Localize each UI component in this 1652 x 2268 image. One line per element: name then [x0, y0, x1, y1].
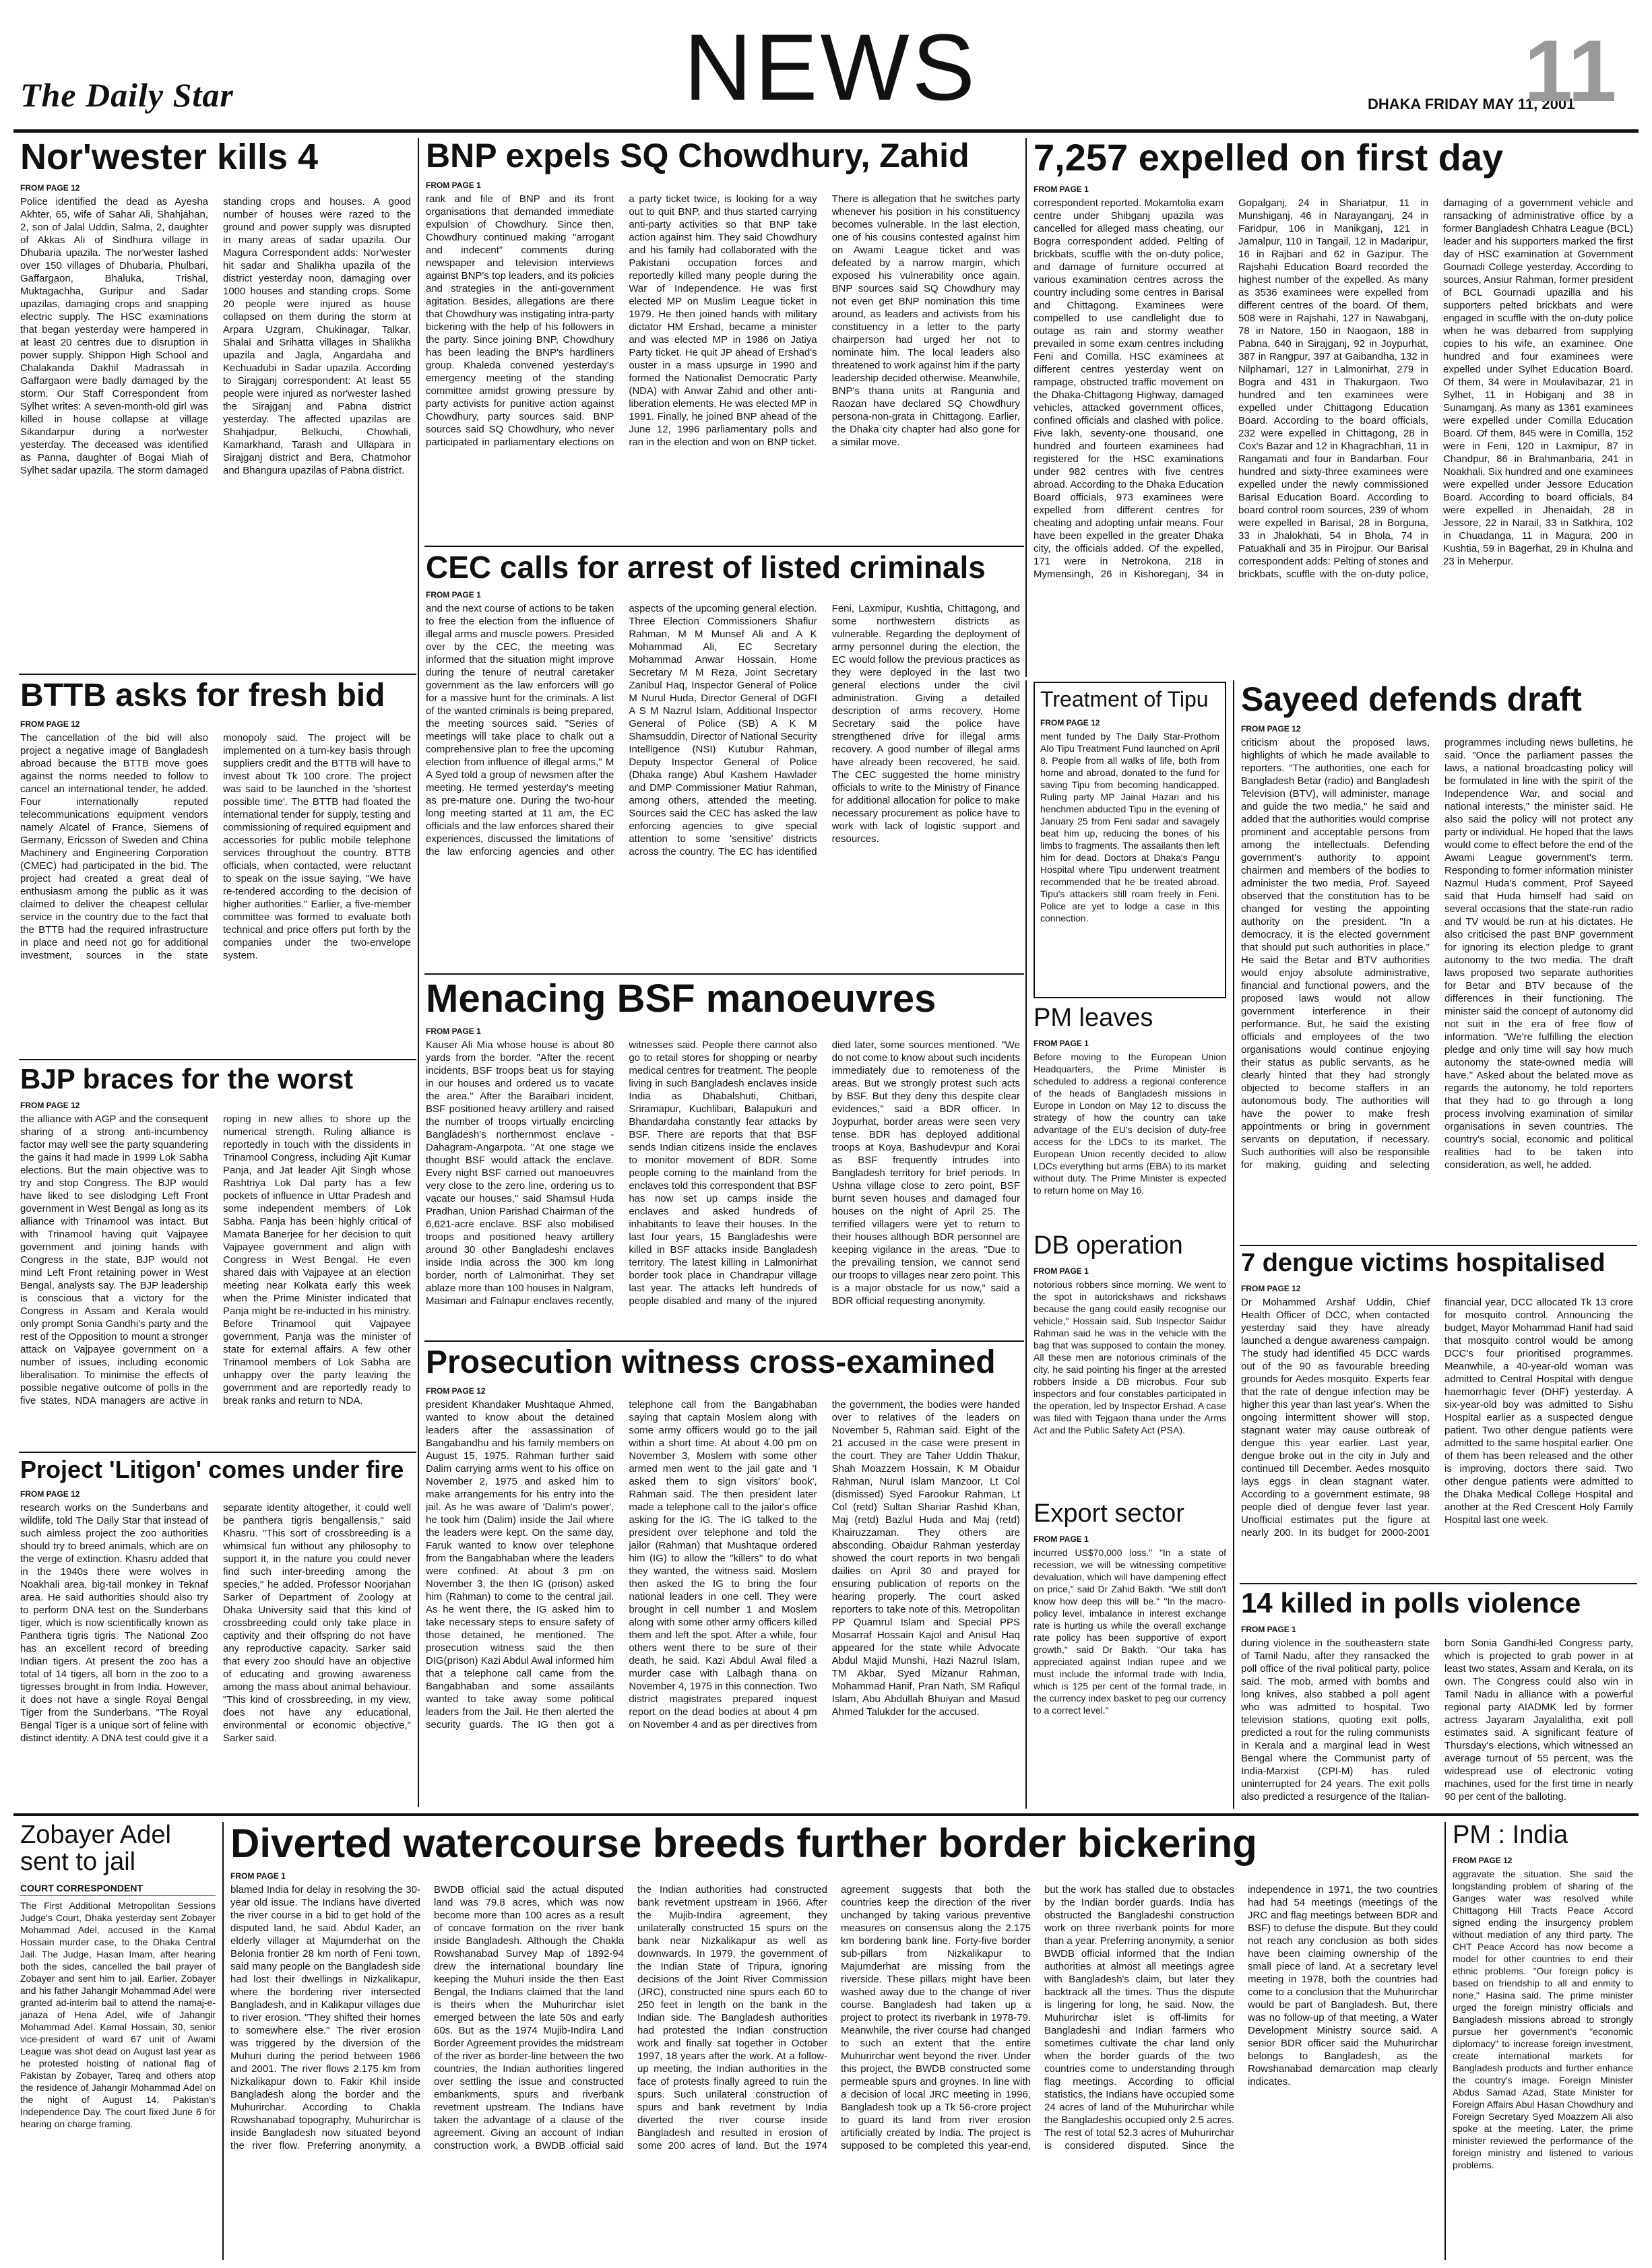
from-page: FROM PAGE 12 — [426, 1386, 486, 1396]
section-rule — [424, 973, 1024, 975]
headline: Project 'Litigon' comes under fire — [20, 1457, 404, 1483]
article-bjp — [20, 1064, 411, 1448]
article-body: aggravate the situation. She said the longstanding problem of sharing of the Ganges water was resolved while Chittagong Hill Tracts Peace Accord signed ending the insurgency problem without mediation of any third party. The CHT Peace Accord has now become a model for other countries to end their ethnic problems. "Our foreign policy is based on friendship to all and enmity to none," Hasina said. The prime minister urged the foreign ministry officials and Bangladesh missions abroad to strongly pursue her government's "economic diplomacy" to increase foreign investment, create international markets for Bangladesh products and further enhance the country's image. Foreign Minister Abdus Samad Azad, State Minister for Foreign Affairs Abul Hasan Chowdhury and Foreign Secretary Syed Moazzem Ali also spoke at the meeting. Later, the prime minister reviewed the performance of the foreign ministry and listened to various problems. — [1453, 1868, 1633, 2170]
page-number: 11 — [1524, 22, 1617, 120]
from-page: FROM PAGE 1 — [1034, 184, 1089, 194]
headline: CEC calls for arrest of listed criminals — [426, 551, 986, 585]
article-bnp — [426, 138, 1020, 542]
section-rule — [1240, 1583, 1637, 1584]
article-body: incurred US$70,000 loss." "In a state of recession, we will be witnessing competitive devaluation, which will have dampening effect on price," said Dr Zahid Bakth. "We still don't know how deep this will be." "In the macro-policy level, imbalance in interest exchange rate is hurting us while the overall exchange rate policy has been supportive of export growth," said Dr Bakth. "Our taka has appreciated against Indian rupee and we must include the informal trade with India, which is 125 per cent of the formal trade, in the currency index basket to peg our currency to a correct level." — [1034, 1547, 1226, 1716]
from-page: FROM PAGE 12 — [1040, 717, 1100, 727]
article-tipu — [1034, 682, 1226, 998]
from-page: FROM PAGE 12 — [1241, 1283, 1301, 1293]
headline: Zobayer Adel sent to jail — [20, 1822, 171, 1876]
from-page: FROM PAGE 12 — [20, 719, 80, 730]
headline: Menacing BSF manoeuvres — [426, 979, 936, 1020]
article-bsf — [426, 979, 1020, 1336]
article-body: Before moving to the European Union Headquarters, the Prime Minister is scheduled to address a regional conference of the heads of Bangladesh missions in Europe in London on May 12 to discuss the strategy of how the country can take advantage of the EU's decision of duty-free access for the LDCs to its market. The European Union recently decided to allow LDCs everything but arms (EBA) to its market without duty. The Prime Minister is expected to return home on May 16. — [1034, 1051, 1226, 1196]
dateline: DHAKA FRIDAY MAY 11, 2001 — [1368, 96, 1575, 112]
article-db-operation — [1034, 1233, 1226, 1495]
section-rule — [424, 546, 1024, 547]
article-body: Kauser Ali Mia whose house is about 80 yards from the border. "After the recent incidents, BSF troops beat us for staying in our houses and ordered us to vacate the area." After the Baraibari incident, BSF positioned heavy artillery and raised the number of troops virtually encircling Bangladesh's northernmost enclave - Dahagram-Angarpota. "At one stage we thought BSF would attack the enclave. Every night BSF carried out manoeuvres very close to the zero line, ordering us to vacate our houses," said Shamsul Huda Pradhan, Union Parishad Chairman of the 6,621-acre enclave. BSF also mobilised troops and positioned heavy artillery around 30 other Bangladeshi enclaves inside India across the 300 km long border, north of Lalmonirhat. They set ablaze more than 100 houses in Nalgram, Masimari and Falnapur enclaves recently, witnesses said. People there cannot also go to retail stores for shopping or nearby medical centres for treatment. The people living in such Bangladesh enclaves inside India as Dhabalshuti, Chitbari, Sriramapur, Kuchlibari, Balapukuri and Bhandardaha constantly fear attacks by BSF. There are reports that that BSF sends Indian citizens inside the enclaves to monitor movement of BDR. Some people coming to the mainland from the enclaves told this correspondent that BSF has now set up camps inside the enclaves and asked hundreds of inhabitants to leave their houses. In the last four years, 15 Bangladeshis were killed in BSF attacks inside Bangladesh territory. The latest killing in Lalmonirhat border took place in Chandrapur village last year. The attacks left hundreds of people disabled and many of the injured died later, some sources mentioned. "We do not come to know about such incidents immediately due to remoteness of the areas. But we strongly protest such acts by BSF. But they deny this despite clear evidences," said a BDR officer. In Joypurhat, border areas were seen very tense. BDR has deployed additional troops at Koya, Bashudevpur and Korai as BSF frequently intrudes into Bangladesh territory for brief periods. In Ushna village close to zero point, BSF burnt seven houses and damaged four houses on the night of April 25. The terrified villagers were yet to return to their houses although BDR personnel are keeping vigilance in the areas. "Due to the prevailing tension, we cannot send our troops to villages near zero point. This is a major obstacle for us now," said a BDR official requesting anonymity. — [426, 1039, 1020, 1307]
article-litigon — [20, 1457, 411, 1809]
from-page: FROM PAGE 1 — [426, 1026, 481, 1036]
column-rule — [1025, 138, 1027, 677]
article-body: the alliance with AGP and the consequent sharing of a strong anti-incumbency factor may well see the party squandering the gains it had made in 1999 Lok Sabha elections. But the main objective was to try and stop Congress. The BJP would have liked to see dislodging Left Front government in West Bengal as long as its alliance with Trinamool was intact. But with Trinamool having quit Vajpayee government and joining hands with Congress in the state, BJP would not mind Left Front retaining power in West Bengal, analysts say. The BJP leadership is conscious that a victory for the Congress in Assam and Kerala would only prompt Sonia Gandhi's party and the rest of the Opposition to mount a stronger attack on Vajpayee government on a number of issues, including economic liberalisation. To minimise the effects of possible negative outcome of polls in the five states, NDA managers are active in roping in new allies to shore up the numerical strength. Ruling alliance is reportedly in touch with the dissidents in Trinamool Congress, including Ajit Kumar Panja, and Jat leader Ajit Singh whose Rashtriya Lok Dal party has a few pockets of influence in Uttar Pradesh and some independent members of Lok Sabha. Panja has been highly critical of Mamata Banerjee for her decision to quit Vajpayee government and align with Congress in West Bengal. He even shared dais with Vajpayee at an election meeting near Kolkata early this week when the Prime Minister indicated that Panja might be re-inducted in his ministry. Before Trinamool quit Vajpayee government, Panja was the minister of state for external affairs. A few other Trinamool members of Lok Sabha are unhappy over the party leaving the government and are reportedly ready to break ranks and return to NDA. — [20, 1113, 411, 1407]
article-witness — [426, 1346, 1020, 1809]
from-page: FROM PAGE 1 — [1034, 1534, 1089, 1544]
article-body: Dr Mohammed Arshaf Uddin, Chief Health Officer of DCC, when contacted yesterday said they have already launched a dengue awareness campaign. The study had identified 45 DCC wards out of the 90 as favourable breeding grounds for Aedes mosquito. Experts fear that the rate of dengue infection may be higher this year than last year's. When the ongoing intermittent shower will stop, stagnant water may cause outbreak of dengue this year earlier. Last year, dengue broke out in the city in July and continued till December. Aedes mosquito lays eggs in clean stagnant water. According to a government estimate, 98 people died of dengue fever last year. Unofficial estimates put the figure at nearly 200. In its budget for 2000-2001 financial year, DCC allocated Tk 13 crore for mosquito control. Announcing the budget, Mayor Mohammad Hanif had said that mosquito control would be among DCC's four prioritised programmes. Meanwhile, a 40-year-old woman was admitted to Central Hospital with dengue haemorrhagic fever (DHF) yesterday. A six-year-old boy was admitted to Sishu Hospital earlier as a suspected dengue patient. Two other dengue patients were admitted to the same hospital earlier. One of them has been released and the other is improving, doctors there said. Two other dengue patients were admitted to the Dhaka Medical College Hospital and another at the Red Crescent Holy Family Hospital last one week. — [1241, 1296, 1633, 1538]
headline: BTTB asks for fresh bid — [20, 679, 385, 713]
from-page: FROM PAGE 1 — [426, 590, 481, 600]
masthead — [0, 0, 1652, 128]
article-export — [1034, 1501, 1226, 1809]
headline: Export sector — [1034, 1501, 1184, 1528]
byline: COURT CORRESPONDENT — [20, 1883, 216, 1896]
article-expelled — [1034, 138, 1633, 677]
article-body: The cancellation of the bid will also project a negative image of Bangladesh abroad because the BTTB move goes against the norms needed to follow to cancel an international tender, he added. Four internationally reputed telecommunications equipment vendors namely Alcatel of France, Siemens of Germany, Ericsson of Sweden and China Machinery and Engineering Corporation (CMEC) had participated in the bid. The project had created a great deal of enthusiasm among the public as it was claimed to deliver the cheapest cellular service in the country due to the fact that the BTTB had the required infrastructure in place and need not go for additional investment, sources in the state monopoly said. The project will be implemented on a turn-key basis through suppliers credit and the BTTB will have to invest about Tk 100 crore. The project was said to be launched in the 'shortest possible time'. The BTTB had floated the international tender for supply, testing and commissioning of required equipment and accessories for public mobile telephone services throughout the country. BTTB officials, when contacted, were reluctant to speak on the issue saying, "We have re-tendered according to the decision of higher authorities." Earlier, a five-member committee was formed to evaluate both technical and price offers put forth by the companies under the two-envelope system. — [20, 732, 411, 962]
article-body: blamed India for delay in resolving the 30-year old issue. The Indians have diverted the river course in a bid to get hold of the disputed land, he said. Abdul Kader, an elderly villager at Majumderhat on the Belonia frontier 28 km north of Feni town, said many people on the Bangladesh side had lost their dwellings in Nizkalikapur, where the bordering river intersected Bangladesh, and in Kalikapur villages due to river erosion. "They shifted their homes to somewhere else." The river erosion was triggered by the diversion of the Muhuri during the period between 1966 and 2001. The river flows 2.175 km from Nizkalikapur down to Fakir Khil inside Bangladesh along the border and the Muhurirchar. According to Chakla Rowshanabad topography, Muhurirchar is inside Bangladesh now situated beyond the river flow. Preferring anonymity, a BWDB official said the actual disputed land was 79.8 acres, which was now become more than 100 acres as a result of concave formation on the river bank inside Bangladesh. Although the Chakla Rowshanabad Survey Map of 1892-94 drew the international boundary line keeping the Muhuri inside the then East Bengal, the Indians claimed that the land is theirs when the Muhurirchar islet emerged between the late 50s and early 60s. But as the 1974 Mujib-Indira Land Border Agreement provides the midstream of the river as border-line between the two countries, the Indian authorities lingered over settling the issue and constructed embankments, spurs and riverbank revetment upstream. The Indians have taken the advantage of a clause of the agreement. Giving an account of Indian construction work, a BWDB official said the Indian authorities had constructed bank revetment upstream in 1966. After the Mujib-Indira agreement, they unilaterally constructed 15 spurs on the bank near Nizkalikapur as well as downwards. In 1979, the government of the Indian State of Tripura, ignoring decisions of the Joint River Commission (JRC), constructed nine spurs each 60 to 250 feet in length on the bank in the Indian side. The Bangladesh authorities had protested the Indian construction work and finally sat together in October 1997, 18 years after the work. At a follow-up meeting, the Indian authorities in the face of protests finally agreed to ruin the spurs. Such unilateral construction of spurs and bank revetment by India diverted the river course inside Bangladesh and resulted in erosion of some 200 acres of land. But the 1974 agreement suggests that both the countries keep the direction of the river unchanged by taking various preventive measures on consensus along the 2.175 km bordering bank line. Forty-five border sub-pillars from Nizkalikapur to Majumderhat are missing from the riverside. These pillars might have been washed away due to the change of river course. Bangladesh had taken up a project to protect its riverbank in 1978-79. Meanwhile, the river course had changed to such an extent that the entire Muhurirchar went beyond the river. Under this project, the BWDB constructed some permeable spurs and groynes. In line with a decision of local JRC meeting in 1996, Bangladesh took up a Tk 56-crore project to guard its land from river erosion artificially created by India. The project is supposed to be completed this year-end, but the work has stalled due to obstacles by the Indian border guards. India has obstructed the Bangladeshi construction work on three riverbank points for more than a year. Preferring anonymity, a senior BWDB official informed that the Indian authorities at almost all meetings agree with Bangladesh's claim, but later they backtrack all the times. Thus the dispute is lingering for long, he said. Now, the Muhurirchar islet is off-limits for Bangladeshi and Indian farmers who sometimes cultivate the char land only when the border guards of the two countries come to understanding through flag meetings. According to official statistics, the Indians have occupied some 24 acres of land of the Muhurirchar while the Bangladeshis occupied only 2.5 acres. The rest of total 52.3 acres of Muhurirchar is considered disputed. Since the independence in 1971, the two countries had had 54 meetings (meetings of the JRC and flag meetings between BDR and BSF) to defuse the dispute. But they could not reach any conclusion as both sides have been claiming ownership of the small piece of land. At a secretary level meeting in 1978, both the countries had come to a conclusion that the Muhurirchar would be part of Bangladesh. But, there was no follow-up of that meeting, a Water Development Ministry source said. A senior BDR officer said the Muhurirchar belongs to Bangladesh, as the Rowshanabad demarcation map clearly indicates. — [230, 1884, 1438, 2151]
section-name: NEWS — [684, 14, 978, 120]
bottom-section-rule — [13, 1813, 1639, 1816]
article-pm-leaves — [1034, 1005, 1226, 1227]
article-body: Police identified the dead as Ayesha Akhter, 65, wife of Sahar Ali, Shahjahan, 2, son of Jalal Uddin, Salma, 2, daughter of Akkas Ali of Sindhura village in Dhubaria upazila. The nor'wester lashed over 150 villages of Dhubaria, Phulbari, Gaffargaon, Bhaluka, Trishal, Muktagachha, Guripur and Sadar upazilas, damaging crops and snapping electric supply. The HSC examinations that began yesterday were hampered in at least 20 centres due to disruption in power supply. Shippon High School and Chalakanda Dakhil Madrassah in Gaffargaon were badly damaged by the storm. Our Staff Correspondent from Sylhet writes: A seven-month-old girl was killed in house collapse at village Sikandarpur during a nor'wester yesterday. The deceased was identified as Panna, daughter of Bogai Miah of Sylhet sadar upazila. The storm damaged standing crops and houses. A good number of houses were razed to the ground and power supply was disrupted in many areas of sadar upazila. Our Magura Correspondent adds: Nor'wester hit sadar and Shalikha upazila of the district yesterday noon, damaging over 1000 houses and standing crops. Some 20 people were injured as house collapsed on them during the storm at Arpara Uzgram, Chukinagar, Talkar, Shalai and Srihatta villages in Shalikha upazila and Jagla, Angardaha and Kechuadubi in Sadar upazila. According to Sirajganj correspondent: At least 55 people were injured as nor'wester lashed the Sirajganj and Pabna district yesterday. The affected upazilas are Shahjadpur, Belkuchi, Chowhali, Kamarkhand, Tarash and Ullapara in Sirajganj district and Bera, Chatmohor and Bhangura upazilas of Pabna district. — [20, 195, 411, 476]
headline: DB operation — [1034, 1233, 1183, 1260]
headline: Nor'wester kills 4 — [20, 138, 319, 177]
headline: Diverted watercourse breeds further border bickering — [230, 1822, 1257, 1866]
article-bttb — [20, 679, 411, 1056]
masthead-rule — [13, 129, 1639, 133]
from-page: FROM PAGE 12 — [20, 1101, 80, 1111]
section-rule — [19, 1059, 416, 1060]
column-rule — [418, 138, 419, 1462]
headline: BJP braces for the worst — [20, 1064, 354, 1095]
from-page: FROM PAGE 12 — [1453, 1855, 1513, 1865]
column-rule — [1444, 1822, 1446, 2260]
article-dengue — [1241, 1250, 1633, 1580]
headline: BNP expels SQ Chowdhury, Zahid — [426, 138, 970, 174]
paper-name: The Daily Star — [20, 76, 234, 114]
article-zobayer — [20, 1822, 216, 2260]
column-rule — [418, 1457, 419, 1807]
from-page: FROM PAGE 1 — [1241, 1625, 1296, 1635]
article-body: research works on the Sunderbans and wildlife, told The Daily Star that instead of such aimless project the zoo authorities should try to breed animals, which are on the verge of extinction. Khasru added that in the 1940s there were wolves in Noakhali area, big-tail monkey in Teknaf area. He said authorities should also try to perform DNA test on the Sunderbans tiger, which is now scientifically known as Panthera tigris tigris. The National Zoo has an excellent record of breeding Indian tigers. At present the zoo has a total of 14 tigers, all born in the zoo to a tigresses brought in from India. However, it does not have a single Royal Bengal Tiger from the Sunderbans. "The Royal Bengal Tiger is a unique sort of feline with distinct identity. A DNA test could give it a separate identity altogether, it could well be panthera tigris bengallensis," said Khasru. "This sort of crossbreeding is a whimsical fun without any philosophy to support it, in the nature you could never find such inter-breeding among the species," he added. Professor Noorjahan Sarker of Department of Zoology at Dhaka University said that this kind of crossbreeding could only take place in captivity and their offspring do not have any reproductive capacity. Sarker said that every zoo should have an objective of educating and growing awareness among the mass about animal behaviour. "This kind of crossbreeding, in my view, does not have any educational, environmental or economic objective," Sarker said. — [20, 1501, 411, 1744]
headline: PM leaves — [1034, 1005, 1153, 1032]
from-page: FROM PAGE 12 — [20, 183, 80, 193]
from-page: FROM PAGE 1 — [230, 1871, 286, 1881]
article-body: notorious robbers since morning. We went to the spot in autorickshaws and rickshaws because the gang could easily recognise our vehicle," Hossain said. Sub Inspector Saidur Rahman said he was in the vehicle with the bag that was supposed to contain the money. All these men are notorious criminals of the city, he said pointing his finger at the arrested robbers inside a DB microbus. Four sub inspectors and four constables participated in the operation, led by Inspector Ershad. A case was filed with Tejgaon thana under the Arms Act and the Public Safety Act (PSA). — [1034, 1278, 1226, 1435]
from-page: FROM PAGE 12 — [1241, 723, 1301, 734]
from-page: FROM PAGE 1 — [1034, 1038, 1089, 1048]
article-body: during violence in the southeastern state of Tamil Nadu, after they ransacked the poll office of the rival political party, police said. The mob, armed with bombs and long knives, also stabbed a poll agent who was admitted to hospital. Two television stations, quoting exit polls, predicted a rout for the ruling communists in Kerala and a marginal lead in West Bengal where the Communist party of India-Marxist (CPI-M) has ruled uninterrupted for 24 years. The exit polls also predicted a resurgence of the Italian-born Sonia Gandhi-led Congress party, which is projected to grab power in at least two states, Assam and Kerala, on its own. The Congress could also win in Tamil Nadu in alliance with a powerful regional party AIADMK led by former actress Jayaram Jayalalitha, exit poll estimates said. A significant feature of Thursday's elections, which witnessed an average turnout of 55 percent, was the widespread use of electronic voting machines, used for the first time in nearly 90 per cent of the balloting. — [1241, 1638, 1633, 1803]
column-rule — [222, 1822, 224, 2260]
article-body: and the next course of actions to be taken to free the election from the influence of illegal arms and muscle powers. Presided over by the CEC, the meeting was informed that the situation might improve during the tenure of neutral caretaker government as the law enforcers will go for a massive hunt for the criminals. A list of the wanted criminals is being prepared, the meeting sources said. "Series of meetings will take place to chalk out a comprehensive plan to free the upcoming election from influence of illegal arms," M A Syed told a group of newsmen after the meeting. He termed yesterday's meeting as pre-mature one. During the two-hour long meeting started at 11 am, the EC officials and the law enforces shared their experiences, discussed the limitations of the law enforcing agencies and other aspects of the upcoming general election. Three Election Commissioners Shafiur Rahman, M M Munsef Ali and A K Mohammad Ali, EC Secretary Mohammad Anwar Hossain, Home Secretary M M Reza, Joint Secretary Zanibul Haq, Inspector General of Police M Nurul Huda, Director General of DGFI A S M Nazrul Islam, Additional Inspector General of Police (SB) A K M Shamsuddin, Director of National Security Intelligence (NSI) Kutubur Rahman, Deputy Inspector General of Police (Dhaka range) Abul Kashem Hawlader and DMP Commissioner Matiur Rahman, among others, attended the meeting. Sources said the CEC has asked the law enforcing agencies to give special attention to some 'sensitive' districts across the country. The EC has identified Feni, Laxmipur, Kushtia, Chittagong, and some northwestern districts as vulnerable. Regarding the deployment of army personnel during the election, the EC would follow the previous practices as they were deployed in the last two general elections under the civil administration. Giving a detailed description of arms recovery, Home Secretary said the police have strengthened drive for illegal arms recovery. A good number of illegal arms have already been recovered, he said. The CEC suggested the home ministry officials to write to the Ministry of Finance for additional allocation for police to make necessary procurement as police have to work with lack of logistic support and resources. — [426, 603, 1020, 858]
headline: 7 dengue victims hospitalised — [1241, 1250, 1606, 1277]
article-polls — [1241, 1588, 1633, 1809]
article-body: correspondent reported. Mokamtolia exam centre under Shibganj upazila was cancelled for alleged mass cheating, our Bogra correspondent added. Pelting of brickbats, scuffle with the on-duty police, and damage of furniture occurred at various examination centres across the country including some centres in Barisal and Chittagong. Examinees were compelled to use candlelight due to outage as rain and stormy weather prevailed in some exam centres including Feni and Comilla. HSC examinees at different centres yesterday went on rampage, obstructed traffic movement on the Dhaka-Chittagong Highway, damaged vehicles, attacked government offices, confined officials and clashed with police. Five lakh, seventy-one thousand, one hundred and fourteen examinees had registered for the HSC examinations under 982 centres with five centres abroad. According to the Dhaka Education Board officials, 973 examinees were expelled from different centres for cheating and adopting unfair means. Four have been expelled in the greater Dhaka city, the officials added. Of the expelled, 171 were in Netrokona, 218 in Mymensingh, 26 in Kishoreganj, 34 in Gopalganj, 24 in Shariatpur, 11 in Munshiganj, 46 in Narayanganj, 24 in Faridpur, 106 in Manikganj, 121 in Jamalpur, 110 in Tangail, 12 in Madaripur, 16 in Rajbari and 62 in Gazipur. The Rajshahi Education Board recorded the highest number of the expelled. As many as 3536 examinees were expelled from different centres of the board. Of them, 508 were in Rajshahi, 127 in Nawabganj, 78 in Natore, 150 in Naogaon, 188 in Pabna, 640 in Sirajganj, 92 in Joypurhat, 387 in Rangpur, 397 at Gaibandha, 132 in Nilphamari, 127 in Lalmonirhat, 279 in Bogra and 431 in Thakurgaon. Two hundred and ten examinees were expelled under Chittagong Education Board. According to the board officials, 232 were expelled in Chittagong, 28 in Cox's Bazar and 12 in Khagrachhari, 11 in Rangamati and four in Bandarban. Four hundred and sixty-three examinees were expelled under the newly commissioned Barisal Education Board. According to board control room sources, 239 of whom were expelled in Barisal, 28 in Borguna, 33 in Jhalokhati, 54 in Bhola, 74 in Patuakhali and 35 in Pirojpur. Our Barisal correspondent adds: Pelting of stones and brickbats, scuffle with the on-duty police, damaging of a government vehicle and ransacking of administrative office by a former Bangladesh Chhatra League (BCL) leader and his supporters marked the first day of HSC examination at Government Gournadi College yesterday. According to sources, Ansiur Rahman, former president of BCL Gournadi upazilla and his supporters pelted brickbats and were engaged in scuffle with the on-duty police when he was debarred from supplying copies to his wife, an examinee. One hundred and four examinees were expelled under Sylhet Education Board. Of them, 34 were in Moulavibazar, 21 in Sylhet, 11 in Hobiganj and 38 in Sunamganj. As many as 1361 examinees were expelled under Comilla Education Board. Of them, 845 were in Comilla, 152 were in Feni, 120 in Laxmipur, 87 in Chandpur, 86 in Brahmanbaria, 241 in Noakhali. Six hundred and one examinees were expelled under Jessore Education Board. According to board officials, 84 were expelled in Jhenaidah, 28 in Jessore, 22 in Narail, 33 in Satkhira, 102 in Chuadanga, 11 in Magura, 200 in Kushtia, 59 in Bagerhat, 29 in Khulna and 23 in Meherpur. — [1034, 197, 1633, 580]
headline: 7,257 expelled on first day — [1034, 138, 1504, 179]
section-rule — [19, 1452, 416, 1453]
article-body: The First Additional Metropolitan Sessions Judge's Court, Dhaka yesterday sent Zobayer Mohammad Adel, accused in the Kamal Hossain murder case, to the Dhaka Central Jail. The Judge, Hasan Imam, after hearing both the sides, cancelled the bail prayer of Zobayer and sent him to jail. Earlier, Zobayer and his father Jahangir Mohammad Adel were granted ad-interim bail to attend the namaj-e-janaza of Hena Adel, wife of Jahangir Mohammad Adel. Kamal Hossain, 30, senior vice-president of ward 67 unit of Awami League was shot dead on August last year as he protested hoisting of national flag of Pakistan by Zobayer, Tareq and others atop the residence of Jahangir Mohammad Adel on the night of August 14, Pakistan's Independence Day. The court fixed June 6 for hearing on charge framing. — [20, 1900, 216, 2129]
headline: Sayeed defends draft — [1241, 682, 1582, 718]
column-rule — [1025, 680, 1027, 1809]
headline: Treatment of Tipu — [1040, 687, 1209, 711]
column-rule — [1233, 680, 1234, 1809]
article-watercourse — [230, 1822, 1438, 2260]
article-norwester — [20, 138, 411, 670]
headline: PM : India — [1453, 1822, 1568, 1849]
from-page: FROM PAGE 12 — [20, 1489, 80, 1499]
article-pm-india — [1453, 1822, 1633, 2260]
section-rule — [424, 1340, 1024, 1342]
section-rule — [1240, 1245, 1637, 1246]
article-body: criticism about the proposed laws, highlights of which he made available to reporters. "The authorities, one each for Bangladesh Betar (radio) and Bangladesh Television (BTV), will administer, manage and guide the two media," he said and added that the authorities would comprise prominent and acceptable persons from among the intellectuals. Defending government's authority to appoint chairmen and members of the bodies to administer the two media, Prof. Sayeed observed that the constitution has to be changed for vesting the appointing authority on the president. "In a democracy, it is the elected government that should put such authorities in place." He said the Betar and BTV authorities would enjoy absolute administrative, financial and functional powers, and the proposed laws would not allow government interference in their performance. But, he said the existing officials and employees of the two organisations would continue enjoying their status as public servants, as he clearly hinted that they had strongly objected to become staffers in an autonomous body. The authorities will have the power to make fresh appointments or bring in government servants on deputation, if necessary. Such authorities will also be responsible for making, guiding and selecting programmes including news bulletins, he said. "Once the parliament passes the laws, a national broadcasting policy will be formulated in line with the spirit of the Independence War, and social and national interests," the minister said. He also said the policy will not protect any party or individual. He hoped that the laws would come to effect before the end of the Awami League government's term. Responding to former information minister Nazmul Huda's comment, Prof Sayeed said that Huda himself had said on several occasions that the state-run radio and TV would be run at his dictates. He also criticised the past BNP government for ignoring its election pledge to grant autonomy to the two media. The draft laws proposed two separate authorities for Betar and BTV because of the differences in their functioning. The minister said the concept of autonomy did not suit in the era of free flow of information. "We're fulfilling the election pledge and only time will say how much autonomy the state-owned media will have." Asked about the belated move as regards the autonomy, he told reporters that they had to go through a long process involving examination of similar organisations in seven countries. The country's social, economic and political realities had to be taken into consideration, as well, he added. — [1241, 736, 1633, 1171]
headline: 14 killed in polls violence — [1241, 1588, 1581, 1619]
article-cec — [426, 551, 1020, 969]
article-body: rank and file of BNP and its front organisations that demanded immediate expulsion of Chowdhury. Since then, Chowdhury continued making "arrogant and indecent" comments during newspaper and television interviews against BNP's top leaders, and its policies and strategies in the anti-government agitation. Besides, allegations are there that Chowdhury was instigating intra-party bickering with the help of his followers in the party. Since joining BNP, Chowdhury has been leading the BNP's hardliners group. Khaleda convened yesterday's emergency meeting of the standing committee amidst growing pressure by party activists for punitive action against Chowdhury, party sources said. BNP sources said SQ Chowdhury, who never participated in parliamentary elections on a party ticket twice, is looking for a way out to quit BNP, and thus started carrying anti-party activities so that BNP take action against him. They said Chowdhury and his family had collaborated with the Pakistani occupation forces and reportedly killed many people during the War of Independence. He was first elected MP on Muslim League ticket in 1979. He then joined hands with military dictator HM Ershad, became a minister and was elected MP in 1986 on Jatiya Party ticket. He quit JP ahead of Ershad's ouster in a mass upsurge in 1990 and formed the Nationalist Democratic Party (NDA) with Anwar Zahid and other anti-liberation elements. He was elected MP in 1991. Finally, he joined BNP ahead of the June 12, 1996 parliamentary polls and ran in the election and won on BNP ticket. There is allegation that he switches party whenever his position in his constituency becomes vulnerable. In the last election, one of his cousins contested against him on Awami League ticket and was defeated by a narrow margin, which exposed his vulnerability once again. BNP sources said SQ Chowdhury may not even get BNP nomination this time around, as leaders and activists from his constituency in a letter to the party chairperson had urged her not to nominate him. The local leaders also threatened to work against him if the party leadership decided otherwise. Meanwhile, BNP's thana units at Rangunia and Raozan have declared SQ Chowdhury persona-non-grata in Chittagong. Earlier, the Dhaka city chapter had also gone for a similar move. — [426, 193, 1020, 448]
from-page: FROM PAGE 1 — [1034, 1266, 1089, 1276]
article-body: president Khandaker Mushtaque Ahmed, wanted to know about the detained leaders after the assassination of Bangabandhu and his family members on August 15, 1975. Rahman further said Dalim carrying arms went to his office on November 2, 1975 and asked him to make arrangements for his entry into the jail. As he was aware of 'Dalim's power', he took him (Dalim) inside the Jail where the leaders were kept. On the same day, Faruk wanted to know over telephone from the Bangabhaban where the leaders were confined. At about 3 pm on November 3, the then IG (prison) asked him (Rahman) to come to the central jail. As he went there, the IG asked him to take necessary steps to ensure safety of those detained, he mentioned. The prosecution witness said the then DIG(prison) Kazi Abdul Awal informed him that a telephone call came from the Bangabhaban and some assailants wanted to take away some political leaders from the Jail. He then alerted the security guards. The IG then got a telephone call from the Bangabhaban saying that captain Moslem along with some army officers would go to the jail within a short time. At about 4.00 pm on November 3, Moslem with some other armed men went to the jail gate and 'I asked them to sign visitors' book', Rahman said. The then president later made a telephone call to the jailor's office asking for the IG. The IG talked to the president over telephone and told the jailor (Rahman) that Mushtaque ordered him (IG) to allow the "killers" to do what they wanted, the witness said. Moslem then asked the IG to bring the four national leaders in one cell. They were brought in cell number 1 and Moslem along with some other army officers killed them and left the spot. After a while, four others went there to be sure of their death, he said. Kazi Abdul Awal filed a murder case with Lalbagh thana on November 4, 1975 in this connection. Two district magistrates prepared inquest report on the dead bodies at about 4 pm on November 4 and as per directives from the government, the bodies were handed over to relatives of the leaders on November 5, Rahman said. Eight of the 21 accused in the case were present in the court. They are Taher Uddin Thakur, Shah Moazzem Hossain, K M Obaidur Rahman, Nurul Islam Manzoor, Lt Col (dismissed) Syed Farookur Rahman, Lt Col (retd) Sultan Shariar Rashid Khan, Maj (retd) Bazlul Huda and Maj (retd) Khairuzzaman. They others are absconding. Obaidur Rahman yesterday showed the court reports in two bengali dailies on April 30 and prayed for ensuring publication of reports on the hearing properly. The court asked reporters to take note of this. Metropolitan PP Quamrul Islam and Special PPS Mosarraf Hossain Kajol and Anisul Haq appeared for the state while Advocate Abdul Majid Munshi, Hazi Nazrul Islam, TM Akbar, Syed Mizanur Rahman, Mohammad Hanif, Pran Nath, SM Rafiqul Islam, Abu Abdullah Bhuiyan and Masud Ahmed Talukder for the accused. — [426, 1399, 1020, 1731]
section-rule — [19, 674, 416, 675]
from-page: FROM PAGE 1 — [426, 180, 481, 190]
article-body: ment funded by The Daily Star-Prothom Alo Tipu Treatment Fund launched on April 8. People from all walks of life, both from home and abroad, donated to the fund for saving Tipu from becoming handicapped. Ruling party MP Jainal Hazari and his henchmen abducted Tipu in the evening of January 25 from Feni sadar and savagely beat him up, reducing the bones of his limbs to fragments. The assailants then left him for dead. Doctors at Dhaka's Pangu Hospital where Tipu underwent treatment recommended that he be treated abroad. Tipu's attackers still roam freely in Feni. Police are yet to lodge a case in this connection. — [1040, 730, 1219, 924]
article-sayeed — [1241, 682, 1633, 1241]
headline: Prosecution witness cross-examined — [426, 1346, 996, 1380]
